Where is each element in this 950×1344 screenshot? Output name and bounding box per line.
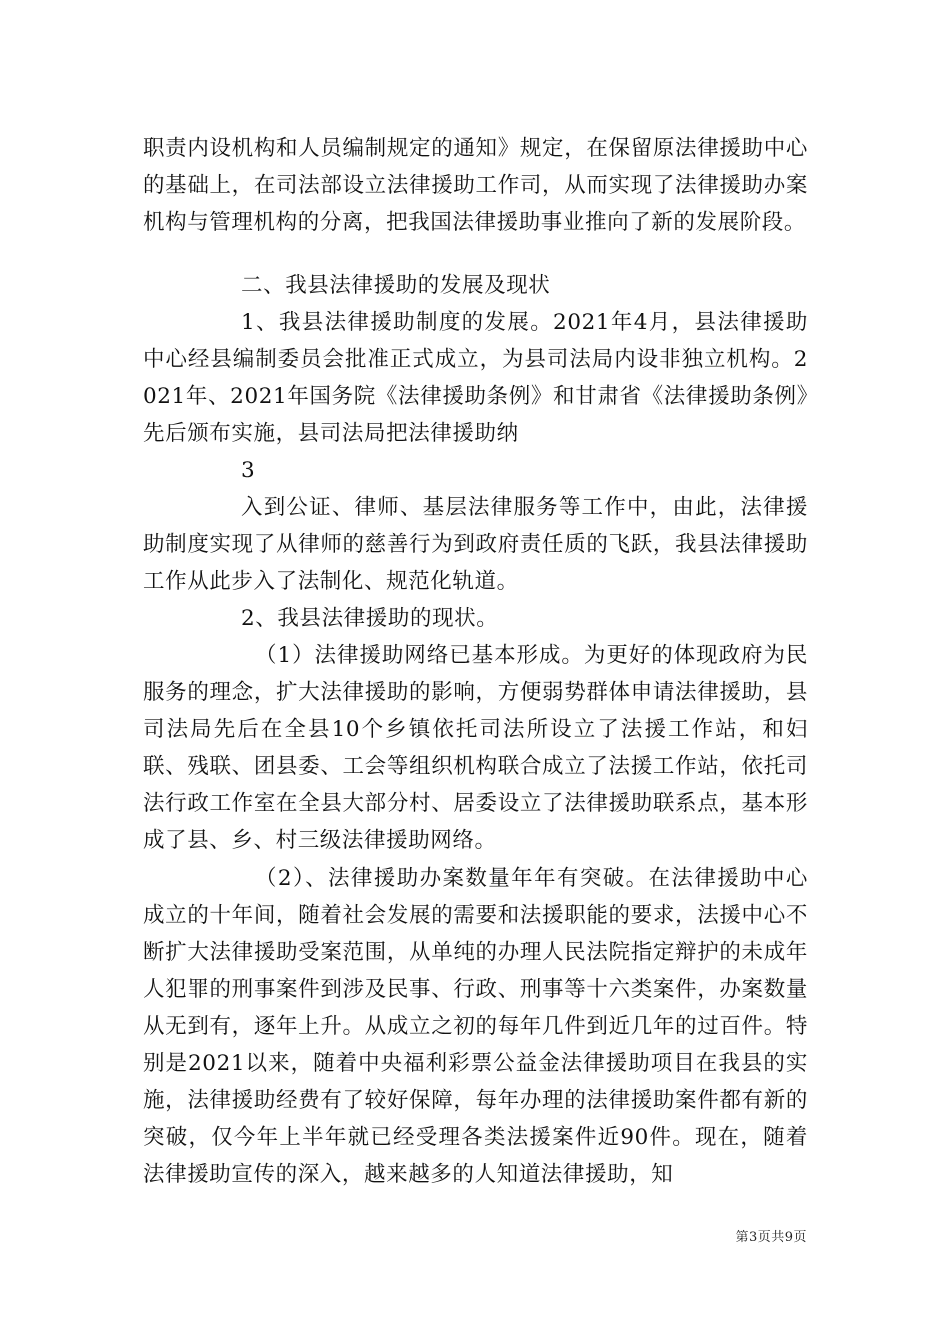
paragraph-development: 1、我县法律援助制度的发展。2021年4月，县法律援助中心经县编制委员会批准正式成立，为县司法局内设非独立机构。2021年、2021年国务院《法律援助条例》和甘肃省《法律援助条例》先后颁布实施，县司法局把法律援助纳 [143, 310, 808, 446]
page-footer: 第3页共9页 [735, 1230, 807, 1245]
inline-page-number: 3 [241, 458, 256, 483]
paragraph-case-volume: （2）、法律援助办案数量年年有突破。在法律援助中心成立的十年间，随着社会发展的需要和法援职能的要求，法援中心不断扩大法律援助受案范围，从单纯的办理人民法院指定辩护的未成年人犯罪的刑事案件到涉及民事、行政、刑事等十六类案件，办案数量从无到有，逐年上升。从成立之初的每年几件到近几年的过百件。特别是2021以来，随着中央福利彩票公益金法律援助项目在我县的实施，法律援助经费有了较好保障，每年办理的法律援助案件都有新的突破，仅今年上半年就已经受理各类法援案件近90件。现在，随着法律援助宣传的深入，越来越多的人知道法律援助，知 [143, 866, 808, 1187]
section-heading: 二、我县法律援助的发展及现状 [241, 273, 551, 298]
paragraph-continuation: 职责内设机构和人员编制规定的通知》规定，在保留原法律援助中心的基础上，在司法部设立法律援助工作司，从而实现了法律援助办案机构与管理机构的分离，把我国法律援助事业推向了新的发展阶段。 [143, 136, 808, 235]
paragraph-continuation-2: 入到公证、律师、基层法律服务等工作中，由此，法律援助制度实现了从律师的慈善行为到政府责任质的飞跃，我县法律援助工作从此步入了法制化、规范化轨道。 [143, 495, 808, 594]
paragraph-network: （1）法律援助网络已基本形成。为更好的体现政府为民服务的理念，扩大法律援助的影响，方便弱势群体申请法律援助，县司法局先后在全县10个乡镇依托司法所设立了法援工作站，和妇联、残联、团县委、工会等组织机构联合成立了法援工作站，依托司法行政工作室在全县大部分村、居委设立了法律援助联系点，基本形成了县、乡、村三级法律援助网络。 [143, 643, 808, 853]
subsection-heading: 2、我县法律援助的现状。 [241, 606, 499, 631]
